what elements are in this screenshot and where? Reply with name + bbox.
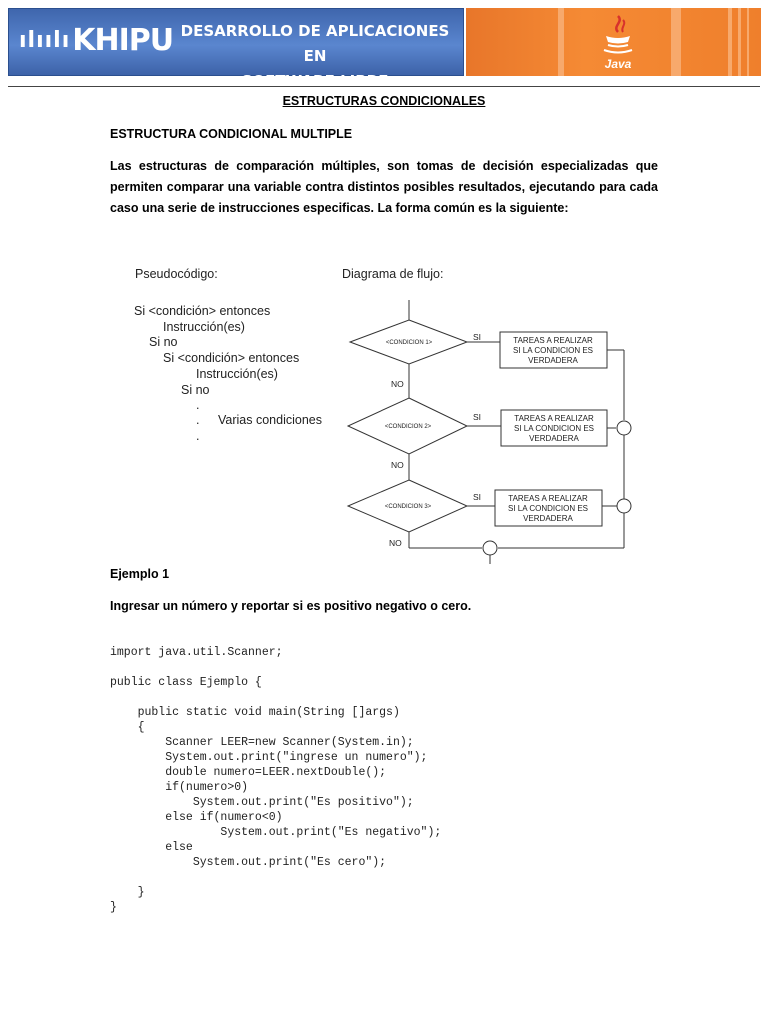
code-line: public class Ejemplo { [110, 676, 262, 689]
code-line: else [110, 841, 193, 854]
code-line [110, 660, 441, 675]
pseudo-line: Varias condiciones [218, 413, 322, 427]
yes-label: SI [473, 412, 482, 422]
task-line: VERDADERA [523, 514, 573, 523]
flow-label: Diagrama de flujo: [342, 267, 444, 281]
course-title [169, 19, 461, 94]
code-block [110, 630, 441, 930]
task-line: VERDADERA [528, 356, 578, 365]
code-line: } [110, 886, 145, 899]
header-left-panel [8, 8, 464, 90]
task-line: TAREAS A REALIZAR [508, 494, 588, 503]
course-title-line2: SOFTWARE LIBRE [241, 72, 389, 90]
course-title-line1: DESARROLLO DE APLICACIONES EN [180, 22, 450, 65]
header-right-panel [466, 8, 761, 76]
task-line: SI LA CONDICION ES [513, 424, 595, 433]
code-line [110, 690, 441, 705]
code-line: System.out.print("Es cero"); [110, 856, 387, 869]
code-line: public static void main(String []args) [110, 706, 400, 719]
code-line: if(numero>0) [110, 781, 249, 794]
task-line: SI LA CONDICION ES [507, 504, 589, 513]
code-line: { [110, 721, 145, 734]
task-line: TAREAS A REALIZAR [513, 336, 593, 345]
yes-label: SI [473, 492, 482, 502]
page-title: ESTRUCTURAS CONDICIONALES [282, 94, 486, 108]
code-line: double numero=LEER.nextDouble(); [110, 766, 387, 779]
java-label: Java [604, 57, 632, 71]
pseudo-line: Si no [149, 335, 178, 349]
pseudo-line: Si <condición> entonces [134, 304, 271, 318]
flow-diagram [108, 258, 668, 568]
no-label: NO [391, 460, 404, 470]
pseudo-line: Instrucción(es) [163, 320, 245, 334]
code-line: Scanner LEER=new Scanner(System.in); [110, 736, 414, 749]
pseudo-line: . [196, 429, 200, 443]
code-line: System.out.print("Es negativo"); [110, 826, 442, 839]
pseudo-label: Pseudocódigo: [135, 267, 218, 281]
java-logo-icon [596, 12, 640, 72]
example-title: Ejemplo 1 [110, 567, 170, 581]
pseudo-line: . [196, 398, 200, 412]
pseudo-line: . [196, 413, 200, 427]
task-line: TAREAS A REALIZAR [514, 414, 594, 423]
code-line [110, 870, 441, 885]
code-line: System.out.print("Es positivo"); [110, 796, 414, 809]
section-heading: ESTRUCTURA CONDICIONAL MULTIPLE [110, 127, 353, 141]
khipu-logo [19, 23, 173, 58]
code-line: } [110, 901, 117, 914]
header-divider [8, 86, 760, 87]
pseudo-line: Instrucción(es) [196, 367, 278, 381]
yes-label: SI [473, 332, 482, 342]
no-label: NO [391, 379, 404, 389]
code-line: import java.util.Scanner; [110, 646, 283, 659]
task-line: VERDADERA [529, 434, 579, 443]
logo-text: KHIPU [72, 23, 174, 58]
condition-label: <CONDICION 2> [384, 424, 432, 430]
code-line: else if(numero<0) [110, 811, 283, 824]
logo-bars-icon: ılıılı [19, 28, 71, 53]
no-label: NO [389, 538, 402, 548]
header-banner [8, 8, 761, 90]
condition-label: <CONDICION 1> [385, 340, 433, 346]
intro-paragraph: Las estructuras de comparación múltiples, son tomas de decisión especializadas que permiten comparar una variable contra distintos posibles resultados, ejecutando para cada caso una serie de instrucciones especificas. La forma común es la siguiente: [110, 159, 658, 215]
pseudo-line: Si no [181, 383, 210, 397]
condition-label: <CONDICION 3> [384, 504, 432, 510]
task-line: SI LA CONDICION ES [512, 346, 594, 355]
code-line: System.out.print("ingrese un numero"); [110, 751, 428, 764]
pseudo-line: Si <condición> entonces [163, 351, 300, 365]
example-description: Ingresar un número y reportar si es positivo negativo o cero. [110, 599, 472, 613]
